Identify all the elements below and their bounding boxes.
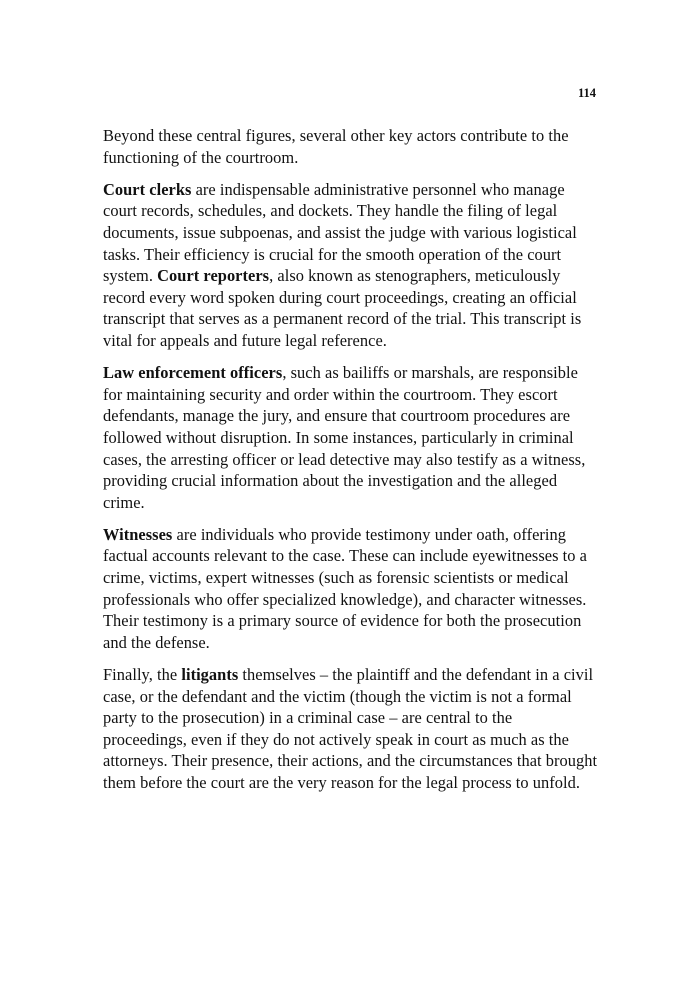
paragraph-text: Finally, the	[103, 665, 182, 685]
term-litigants: litigants	[181, 665, 239, 685]
paragraph-court-clerks	[103, 179, 600, 352]
paragraph-law-enforcement	[103, 362, 600, 513]
paragraph-text: , also known as stenographers, meticulously record every word spoken during court proceedings, creating an official transcript that serves as a permanent record of the trial. This transcript is vital for appeals and future legal reference.	[103, 266, 582, 350]
term-court-reporters: Court reporters	[157, 266, 270, 286]
paragraph-text: are individuals who provide testimony under oath, offering factual accounts relevant to the case. These can include eyewitnesses to a crime, victims, expert witnesses (such as forensic scientists or medical professionals who offer specialized knowledge), and character witnesses. Their testimony is a primary source of evidence for both the prosecution and the defense.	[103, 524, 587, 652]
paragraph-text: , such as bailiffs or marshals, are responsible for maintaining security and order within the courtroom. They escort defendants, manage the jury, and ensure that courtroom procedures are followed without disruption. In some instances, particularly in criminal cases, the arresting officer or lead detective may also testify as a witness, providing crucial information about the investigation and the alleged crime.	[103, 363, 586, 512]
page-number: 114	[577, 86, 596, 100]
paragraph-text: are indispensable administrative personnel who manage court records, schedules, and dockets. They handle the filing of legal documents, issue subpoenas, and assist the judge with various logistical tasks. Their efficiency is crucial for the smooth operation of the court system.	[103, 179, 577, 286]
paragraph-witnesses	[103, 524, 600, 654]
paragraph-litigants	[103, 664, 600, 794]
term-law-enforcement-officers: Law enforcement officers	[103, 363, 283, 383]
term-witnesses: Witnesses	[103, 524, 173, 544]
paragraph-text: Beyond these central figures, several other key actors contribute to the functioning of the courtroom.	[103, 126, 569, 167]
paragraph-intro	[103, 125, 600, 168]
paragraph-text: themselves – the plaintiff and the defendant in a civil case, or the defendant and the victim (though the victim is not a formal party to the prosecution) in a criminal case – are central to the proceedings, even if they do not actively speak in court as much as the attorneys. Their presence, their actions, and the circumstances that brought them before the court are the very reason for the legal process to unfold.	[103, 665, 598, 792]
term-court-clerks: Court clerks	[103, 179, 192, 199]
document-body	[103, 125, 600, 804]
